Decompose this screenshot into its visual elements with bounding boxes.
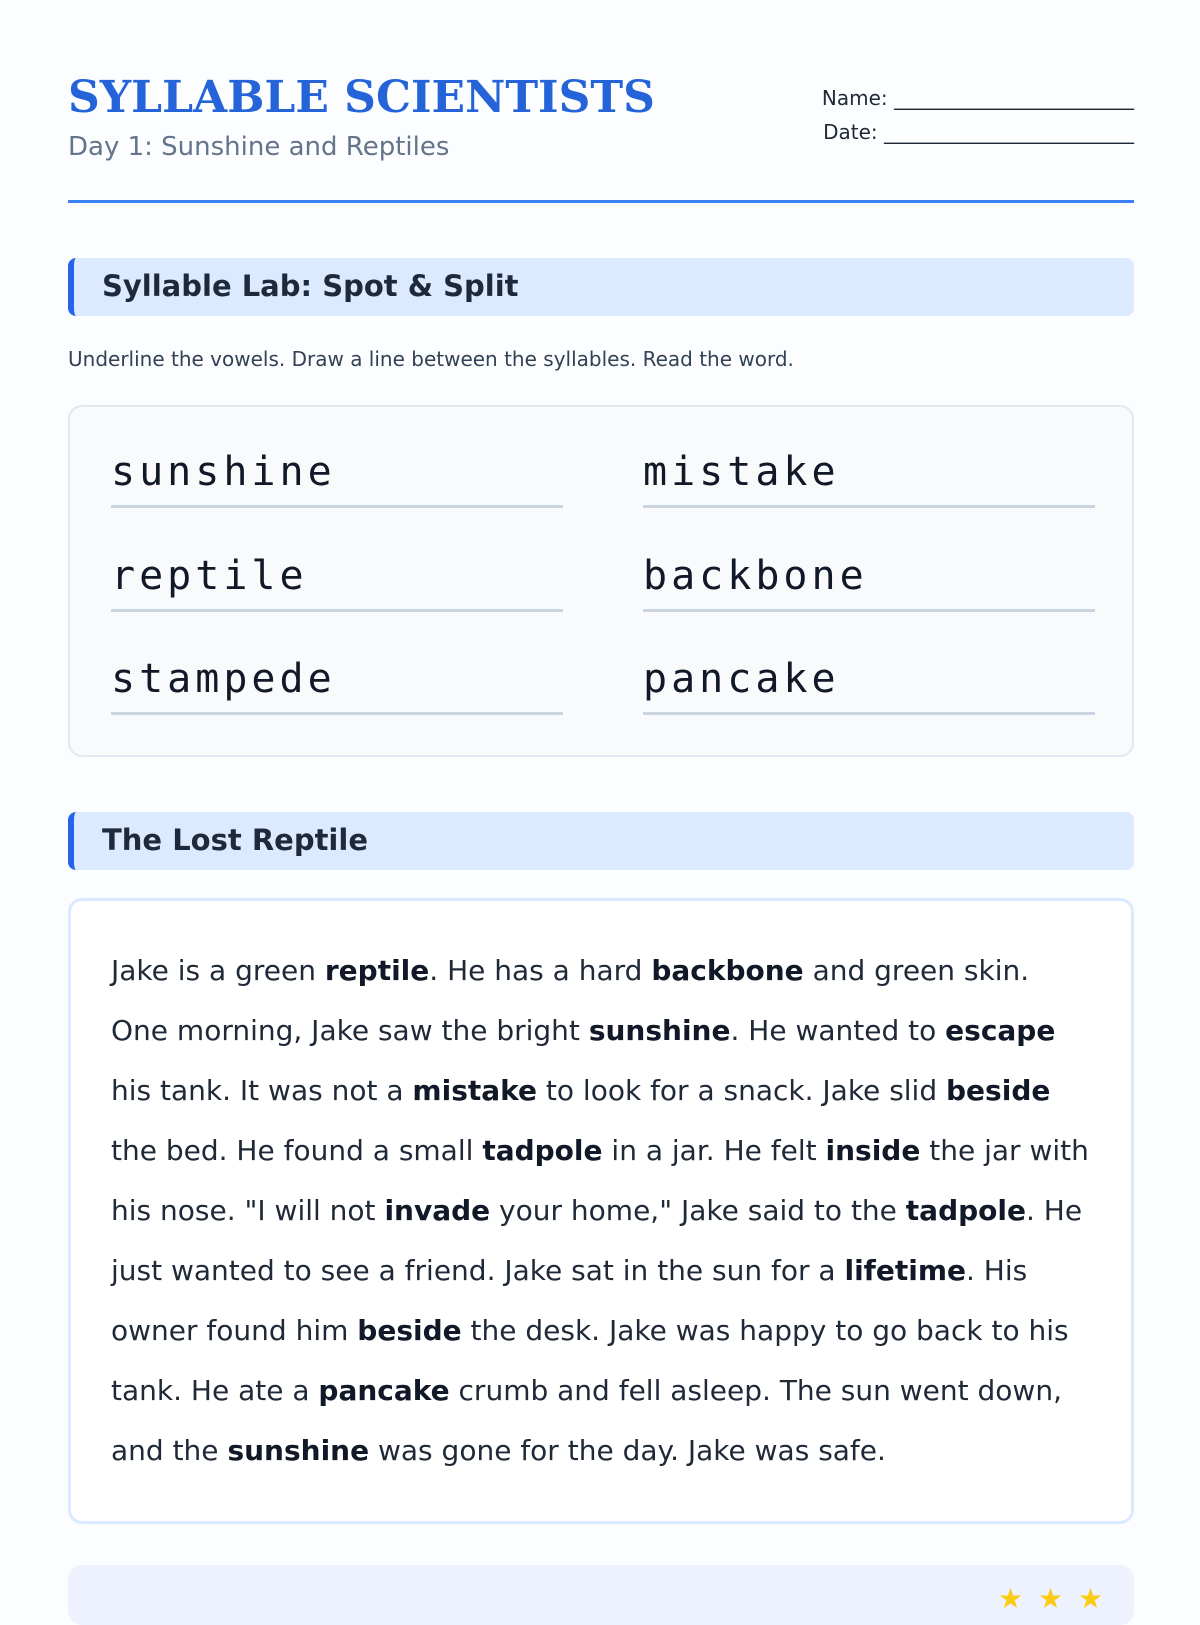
instructions-text: Underline the vowels. Draw a line between the syllables. Read the word. (68, 347, 794, 371)
word-text: stampede (111, 656, 336, 702)
vocab-word: sunshine (227, 1434, 370, 1467)
story-text-run: in a jar. He felt (602, 1134, 826, 1167)
word-list-box (68, 405, 1134, 757)
story-box (68, 898, 1134, 1524)
story-text-run: and green skin. One morning, Jake saw the bright (111, 954, 1030, 1047)
word-line[interactable] (643, 652, 1095, 715)
story-text-run: the jar with his nose. "I will not (111, 1134, 1089, 1227)
story-paragraph (111, 941, 1091, 1481)
vocab-word: invade (384, 1194, 491, 1227)
student-fields (822, 86, 1134, 154)
vocab-word: pancake (318, 1374, 450, 1407)
word-text: mistake (643, 449, 840, 495)
story-text-run: his tank. It was not a (111, 1074, 413, 1107)
next-section-box (68, 1565, 1134, 1625)
vocab-word: inside (825, 1134, 921, 1167)
story-text-run: . He has a hard (429, 954, 652, 987)
header-divider (68, 200, 1134, 203)
star-icon: ★ (998, 1582, 1024, 1615)
story-text-run: crumb and fell asleep. The sun went down, and the (111, 1374, 1062, 1467)
vocab-word: tadpole (482, 1134, 603, 1167)
worksheet-header (68, 72, 1134, 202)
story-text-run: to look for a snack. Jake slid (537, 1074, 947, 1107)
word-line[interactable] (111, 445, 563, 508)
vocab-word: backbone (651, 954, 804, 987)
name-field[interactable]: Name: ________________________ (821, 86, 1134, 110)
worksheet-title: SYLLABLE SCIENTISTS (68, 72, 655, 123)
word-text: sunshine (111, 449, 336, 495)
section-header-story (68, 812, 1134, 870)
story-text-run: . He just wanted to see a friend. Jake sat in the sun for a (111, 1194, 1083, 1287)
vocab-word: beside (946, 1074, 1051, 1107)
word-line[interactable] (643, 549, 1095, 612)
section-title: Syllable Lab: Spot & Split (102, 269, 519, 303)
story-text-run: . His owner found him (111, 1254, 1028, 1347)
story-text-run: your home," Jake said to the (490, 1194, 906, 1227)
word-text: pancake (643, 656, 840, 702)
date-field[interactable]: Date: _________________________ (823, 120, 1134, 144)
vocab-word: escape (945, 1014, 1056, 1047)
word-line[interactable] (111, 652, 563, 715)
story-text-run: the desk. Jake was happy to go back to his tank. He ate a (111, 1314, 1069, 1407)
word-line[interactable] (643, 445, 1095, 508)
vocab-word: reptile (324, 954, 430, 987)
star-icon: ★ (1078, 1582, 1104, 1615)
worksheet-subtitle: Day 1: Sunshine and Reptiles (68, 132, 450, 162)
word-text: reptile (111, 553, 308, 599)
story-text-run: Jake is a green (111, 954, 325, 987)
word-line[interactable] (111, 549, 563, 612)
vocab-word: mistake (412, 1074, 537, 1107)
story-text-run: was gone for the day. Jake was safe. (369, 1434, 886, 1467)
vocab-word: beside (357, 1314, 462, 1347)
story-text-run: the bed. He found a small (111, 1134, 483, 1167)
vocab-word: tadpole (905, 1194, 1026, 1227)
vocab-word: sunshine (588, 1014, 731, 1047)
section-title: The Lost Reptile (102, 823, 368, 857)
star-icon: ★ (1038, 1582, 1064, 1615)
vocab-word: lifetime (844, 1254, 966, 1287)
word-text: backbone (643, 553, 868, 599)
story-text-run: . He wanted to (730, 1014, 946, 1047)
section-header-syllable-lab (68, 258, 1134, 316)
